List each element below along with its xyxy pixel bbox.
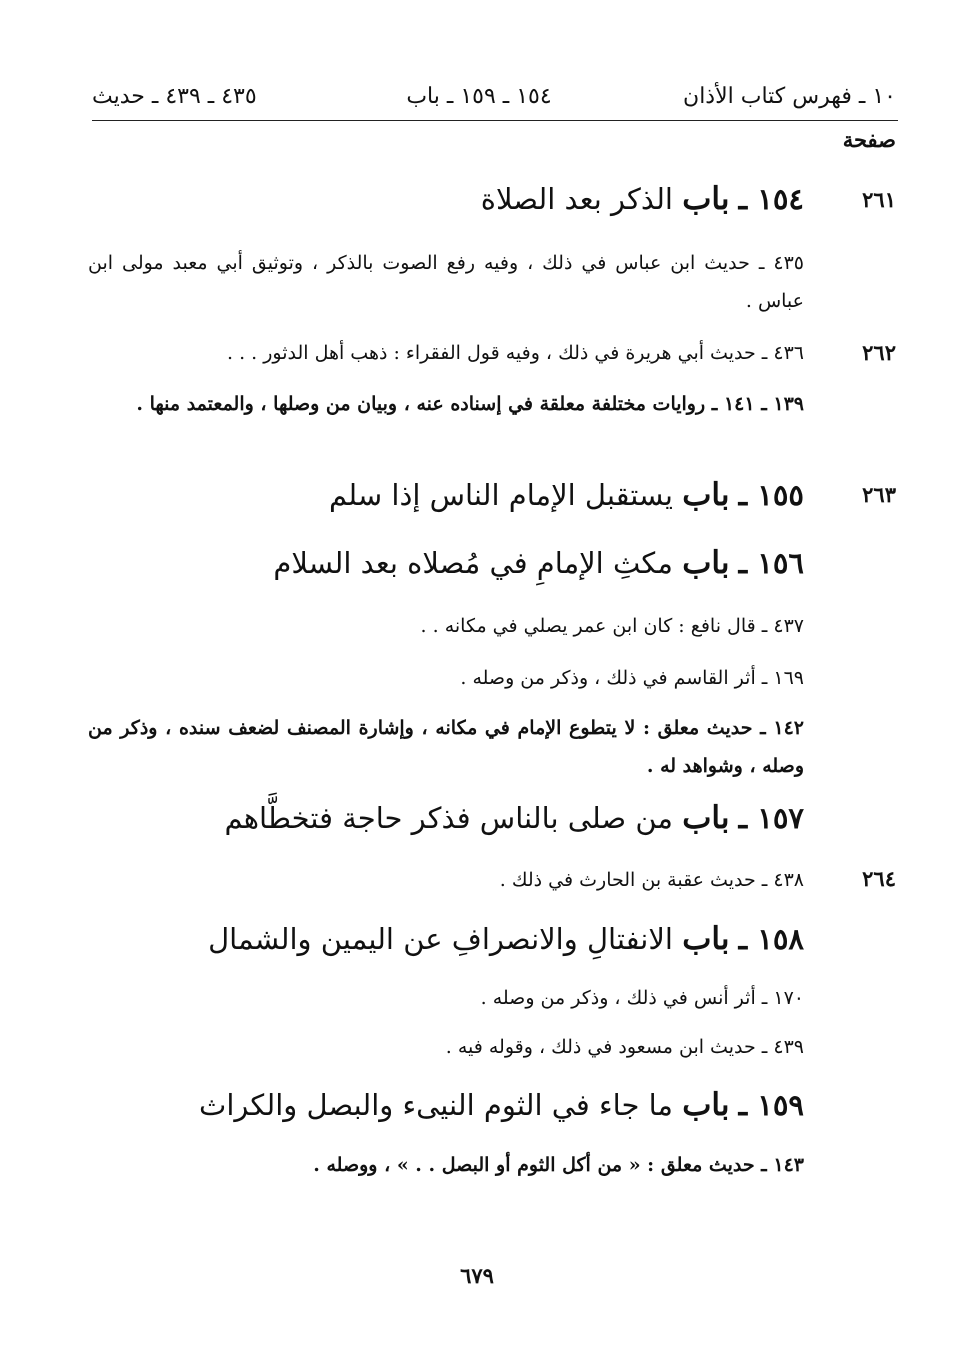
bab-heading [208,918,804,960]
bab-heading [224,797,804,839]
bab-keyword: باب [682,1087,730,1123]
index-entry: ٤٣٥ ـ حديث ابن عباس في ذلك ، وفيه رفع الصوت بالذكر ، وتوثيق أبي معبد مولى ابن عباس . [88,252,804,312]
bab-heading [329,474,804,516]
bab-keyword: باب [682,477,730,513]
index-entry: ١٤٢ ـ حديث معلق : لا يتطوع الإمام في مكانه ، وإشارة المصنف لضعف سنده ، وذكر من وصله ، وشواهد له . [88,717,804,777]
page-ref: ٢٦٣ [862,482,896,507]
bab-keyword: باب [682,545,730,581]
index-entry: ٤٣٧ ـ قال نافع : كان ابن عمر يصلي في مكانه . . [420,615,804,637]
index-entry: ١٤٣ ـ حديث معلق : « من أكل الثوم أو البصل . . » ، ووصله . [313,1154,804,1176]
bab-number: ١٥٩ ـ [738,1088,804,1122]
page-ref: ٢٦١ [862,187,896,212]
bab-title: مكثِ الإمامِ في مُصلاه بعد السلام [273,546,673,580]
bab-title: الانفتالِ والانصرافِ عن اليمين والشمال [208,922,673,956]
index-entry: ٤٣٦ ـ حديث أبي هريرة في ذلك ، وفيه قول الفقراء : ذهب أهل الدثور . . . [226,342,804,364]
bab-heading [273,542,804,584]
bab-keyword: باب [682,800,730,836]
bab-title: ما جاء في الثوم النيىء والبصل والكراث [199,1088,673,1122]
bab-keyword: باب [682,181,730,217]
bab-number: ١٥٤ ـ [738,182,804,216]
bab-title: الذكر بعد الصلاة [480,182,673,216]
bab-number: ١٥٦ ـ [738,546,804,580]
bab-number: ١٥٧ ـ [738,801,804,835]
page-number: ٦٧٩ [460,1263,494,1288]
bab-title: من صلى بالناس فذكر حاجة فتخطَّاهم [224,801,673,835]
bab-number: ١٥٥ ـ [738,478,804,512]
page-ref: ٢٦٢ [862,340,896,365]
running-header-hadith-range: ٤٣٥ ـ ٤٣٩ ـ حديث [92,84,257,109]
bab-keyword: باب [682,921,730,957]
page-column-heading: صفحة [842,127,896,152]
index-entry: ١٧٠ ـ أثر أنس في ذلك ، وذكر من وصله . [480,987,804,1009]
index-entry: ١٦٩ ـ أثر القاسم في ذلك ، وذكر من وصله . [460,667,804,689]
header-rule [92,120,898,121]
index-entry: ٤٣٩ ـ حديث ابن مسعود في ذلك ، وقوله فيه . [445,1036,804,1058]
page-ref: ٢٦٤ [862,866,896,891]
bab-heading [481,178,804,220]
bab-heading [199,1084,804,1126]
index-entry: ٤٣٨ ـ حديث عقبة بن الحارث في ذلك . [499,869,804,891]
index-entry: ١٣٩ ـ ١٤١ ـ روايات مختلفة معلقة في إسناده عنه ، وبيان من وصلها ، والمعتمد منها . [136,393,804,415]
bab-title: يستقبل الإمام الناس إذا سلم [328,478,673,512]
bab-number: ١٥٨ ـ [738,922,804,956]
running-header-chapter: ١٠ ـ فهرس كتاب الأذان [683,84,896,109]
running-header-bab-range: ١٥٤ ـ ١٥٩ ـ باب [406,84,552,109]
